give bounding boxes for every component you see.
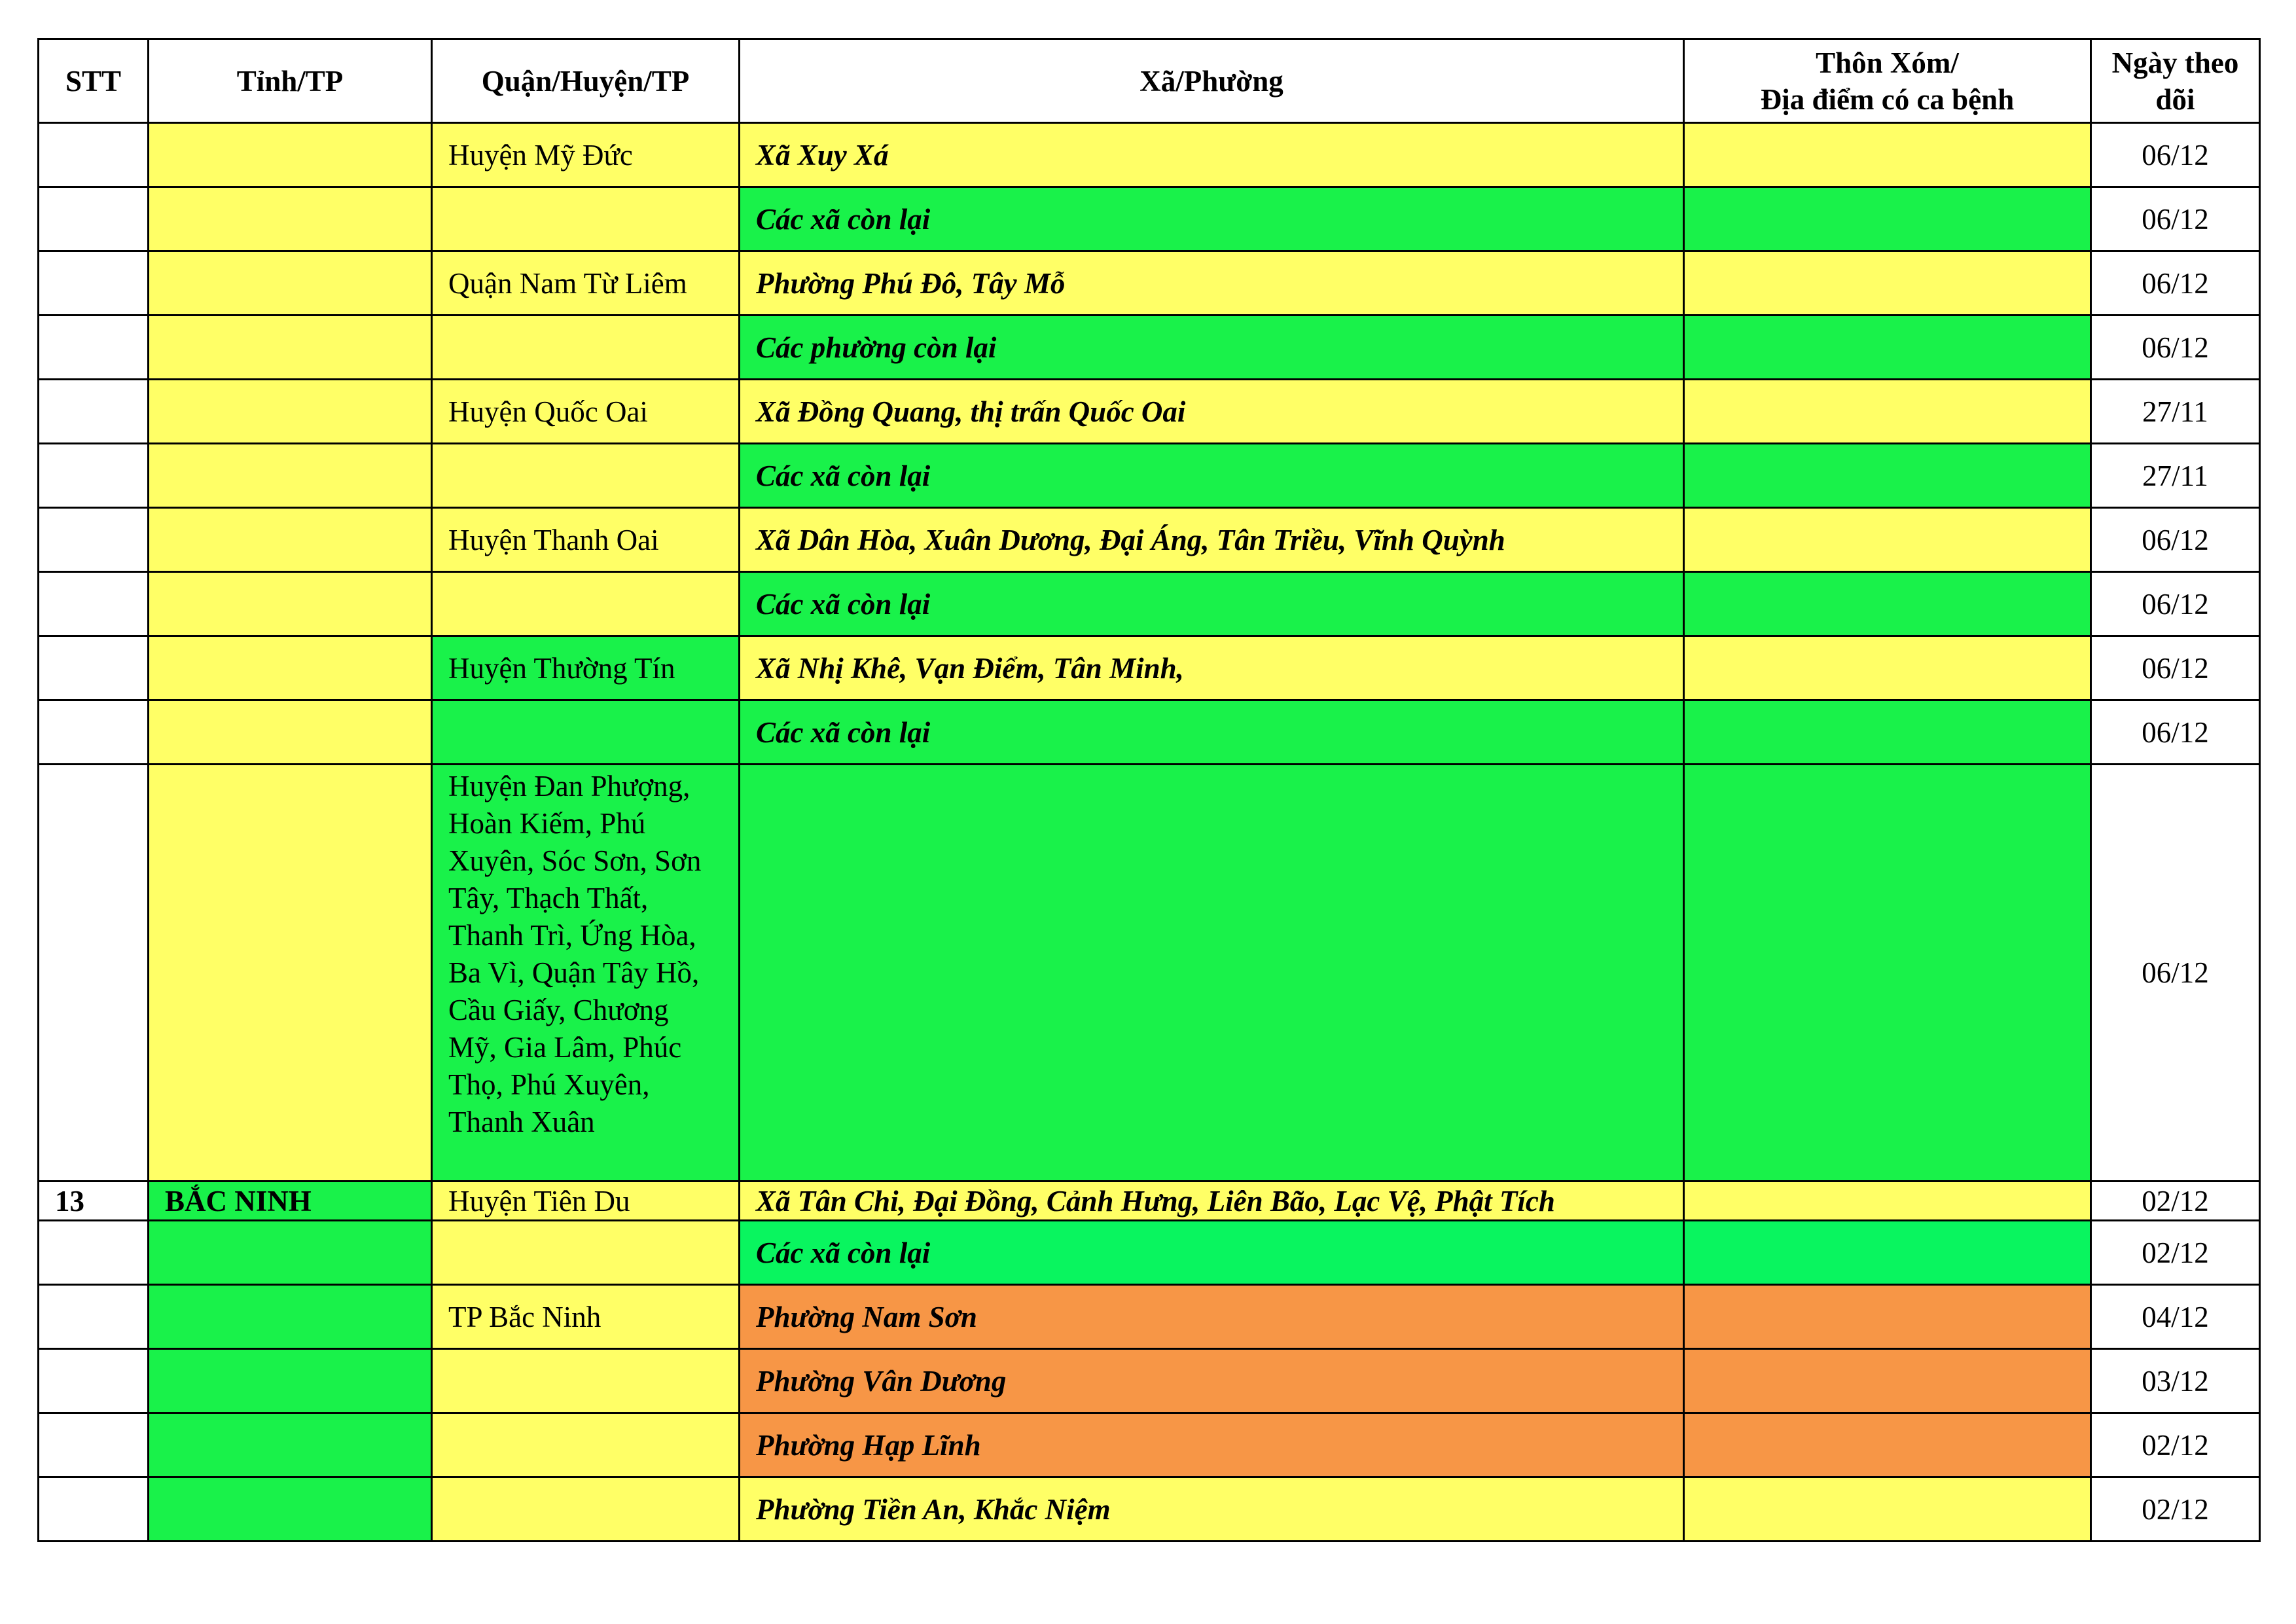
hamlet-cell [1684,187,2091,251]
ward-cell [740,765,1684,1182]
table-row [39,765,2260,1182]
ward-cell: Xã Tân Chi, Đại Đồng, Cảnh Hưng, Liên Bão, Lạc Vệ, Phật Tích [740,1182,1684,1221]
district-cell [432,187,740,251]
header-hamlet-line2: Địa điểm có ca bệnh [1760,82,2015,116]
header-date-line2: dõi [2155,82,2195,116]
stt-cell [39,636,149,700]
district-cell: Huyện Mỹ Đức [432,123,740,187]
date-cell: 04/12 [2091,1285,2260,1349]
header-hamlet [1684,39,2091,123]
province-cell: BẮC NINH [149,1182,432,1221]
province-cell [149,1477,432,1542]
hamlet-cell [1684,636,2091,700]
ward-cell: Các phường còn lại [740,316,1684,380]
district-cell [432,316,740,380]
header-row [39,39,2260,123]
date-cell: 06/12 [2091,508,2260,572]
date-cell: 02/12 [2091,1477,2260,1542]
district-cell: Huyện Quốc Oai [432,380,740,444]
date-cell: 06/12 [2091,572,2260,636]
table-row [39,508,2260,572]
date-cell: 03/12 [2091,1349,2260,1413]
table-row [39,380,2260,444]
table-row [39,251,2260,316]
date-cell: 06/12 [2091,765,2260,1182]
district-cell: Quận Nam Từ Liêm [432,251,740,316]
table-row [39,1221,2260,1285]
ward-cell: Xã Xuy Xá [740,123,1684,187]
hamlet-cell [1684,444,2091,508]
header-date-line1: Ngày theo [2111,46,2239,79]
province-cell [149,572,432,636]
table-row [39,1285,2260,1349]
ward-cell: Xã Dân Hòa, Xuân Dương, Đại Áng, Tân Triều, Vĩnh Quỳnh [740,508,1684,572]
stt-cell [39,765,149,1182]
stt-cell [39,1349,149,1413]
district-cell [432,1349,740,1413]
ward-cell: Các xã còn lại [740,700,1684,765]
header-date [2091,39,2260,123]
stt-cell [39,380,149,444]
province-cell [149,123,432,187]
header-ward: Xã/Phường [740,39,1684,123]
hamlet-cell [1684,700,2091,765]
stt-cell [39,508,149,572]
hamlet-cell [1684,1413,2091,1477]
table-row [39,572,2260,636]
province-cell [149,1221,432,1285]
district-cell: Huyện Đan Phượng, Hoàn Kiếm, Phú Xuyên, Sóc Sơn, Sơn Tây, Thạch Thất, Thanh Trì, Ứng Hòa, Ba Vì, Quận Tây Hồ, Cầu Giấy, Chương Mỹ, Gia Lâm, Phúc Thọ, Phú Xuyên, Thanh Xuân [432,765,740,1182]
hamlet-cell [1684,251,2091,316]
ward-cell: Xã Đồng Quang, thị trấn Quốc Oai [740,380,1684,444]
stt-cell [39,123,149,187]
province-cell [149,765,432,1182]
ward-cell: Các xã còn lại [740,1221,1684,1285]
province-cell [149,1285,432,1349]
stt-cell [39,700,149,765]
stt-cell [39,1413,149,1477]
date-cell: 02/12 [2091,1182,2260,1221]
stt-cell [39,316,149,380]
table-row [39,1182,2260,1221]
province-cell [149,1349,432,1413]
ward-cell: Xã Nhị Khê, Vạn Điểm, Tân Minh, [740,636,1684,700]
district-cell [432,1477,740,1542]
district-cell: TP Bắc Ninh [432,1285,740,1349]
province-cell [149,636,432,700]
stt-cell [39,444,149,508]
district-cell [432,700,740,765]
province-cell [149,316,432,380]
hamlet-cell [1684,123,2091,187]
ward-cell: Các xã còn lại [740,444,1684,508]
province-cell [149,251,432,316]
table-row [39,187,2260,251]
hamlet-cell [1684,508,2091,572]
date-cell: 27/11 [2091,444,2260,508]
hamlet-cell [1684,1221,2091,1285]
table-row [39,316,2260,380]
stt-cell [39,187,149,251]
stt-cell [39,1477,149,1542]
ward-cell: Các xã còn lại [740,187,1684,251]
header-district: Quận/Huyện/TP [432,39,740,123]
date-cell: 02/12 [2091,1413,2260,1477]
date-cell: 06/12 [2091,636,2260,700]
hamlet-cell [1684,1349,2091,1413]
hamlet-cell [1684,1182,2091,1221]
date-cell: 06/12 [2091,251,2260,316]
ward-cell: Phường Phú Đô, Tây Mỗ [740,251,1684,316]
covid-zone-table [37,38,2261,1542]
province-cell [149,700,432,765]
stt-cell [39,1221,149,1285]
hamlet-cell [1684,316,2091,380]
district-cell: Huyện Thanh Oai [432,508,740,572]
table-row [39,1413,2260,1477]
ward-cell: Phường Nam Sơn [740,1285,1684,1349]
district-cell [432,1221,740,1285]
table-row [39,636,2260,700]
stt-cell [39,572,149,636]
province-cell [149,444,432,508]
ward-cell: Phường Tiền An, Khắc Niệm [740,1477,1684,1542]
province-cell [149,187,432,251]
province-cell [149,1413,432,1477]
district-cell: Huyện Tiên Du [432,1182,740,1221]
hamlet-cell [1684,572,2091,636]
district-cell [432,572,740,636]
date-cell: 02/12 [2091,1221,2260,1285]
table-row [39,444,2260,508]
district-cell [432,1413,740,1477]
province-cell [149,380,432,444]
hamlet-cell [1684,765,2091,1182]
hamlet-cell [1684,380,2091,444]
date-cell: 06/12 [2091,123,2260,187]
hamlet-cell [1684,1477,2091,1542]
province-cell [149,508,432,572]
date-cell: 06/12 [2091,700,2260,765]
table-row [39,123,2260,187]
stt-cell [39,1285,149,1349]
date-cell: 06/12 [2091,316,2260,380]
ward-cell: Phường Vân Dương [740,1349,1684,1413]
district-cell: Huyện Thường Tín [432,636,740,700]
header-hamlet-line1: Thôn Xóm/ [1816,46,1959,79]
ward-cell: Phường Hạp Lĩnh [740,1413,1684,1477]
date-cell: 06/12 [2091,187,2260,251]
table-row [39,1349,2260,1413]
stt-cell: 13 [39,1182,149,1221]
table-row [39,1477,2260,1542]
ward-cell: Các xã còn lại [740,572,1684,636]
header-province: Tỉnh/TP [149,39,432,123]
header-stt: STT [39,39,149,123]
table-row [39,700,2260,765]
district-cell [432,444,740,508]
hamlet-cell [1684,1285,2091,1349]
stt-cell [39,251,149,316]
date-cell: 27/11 [2091,380,2260,444]
